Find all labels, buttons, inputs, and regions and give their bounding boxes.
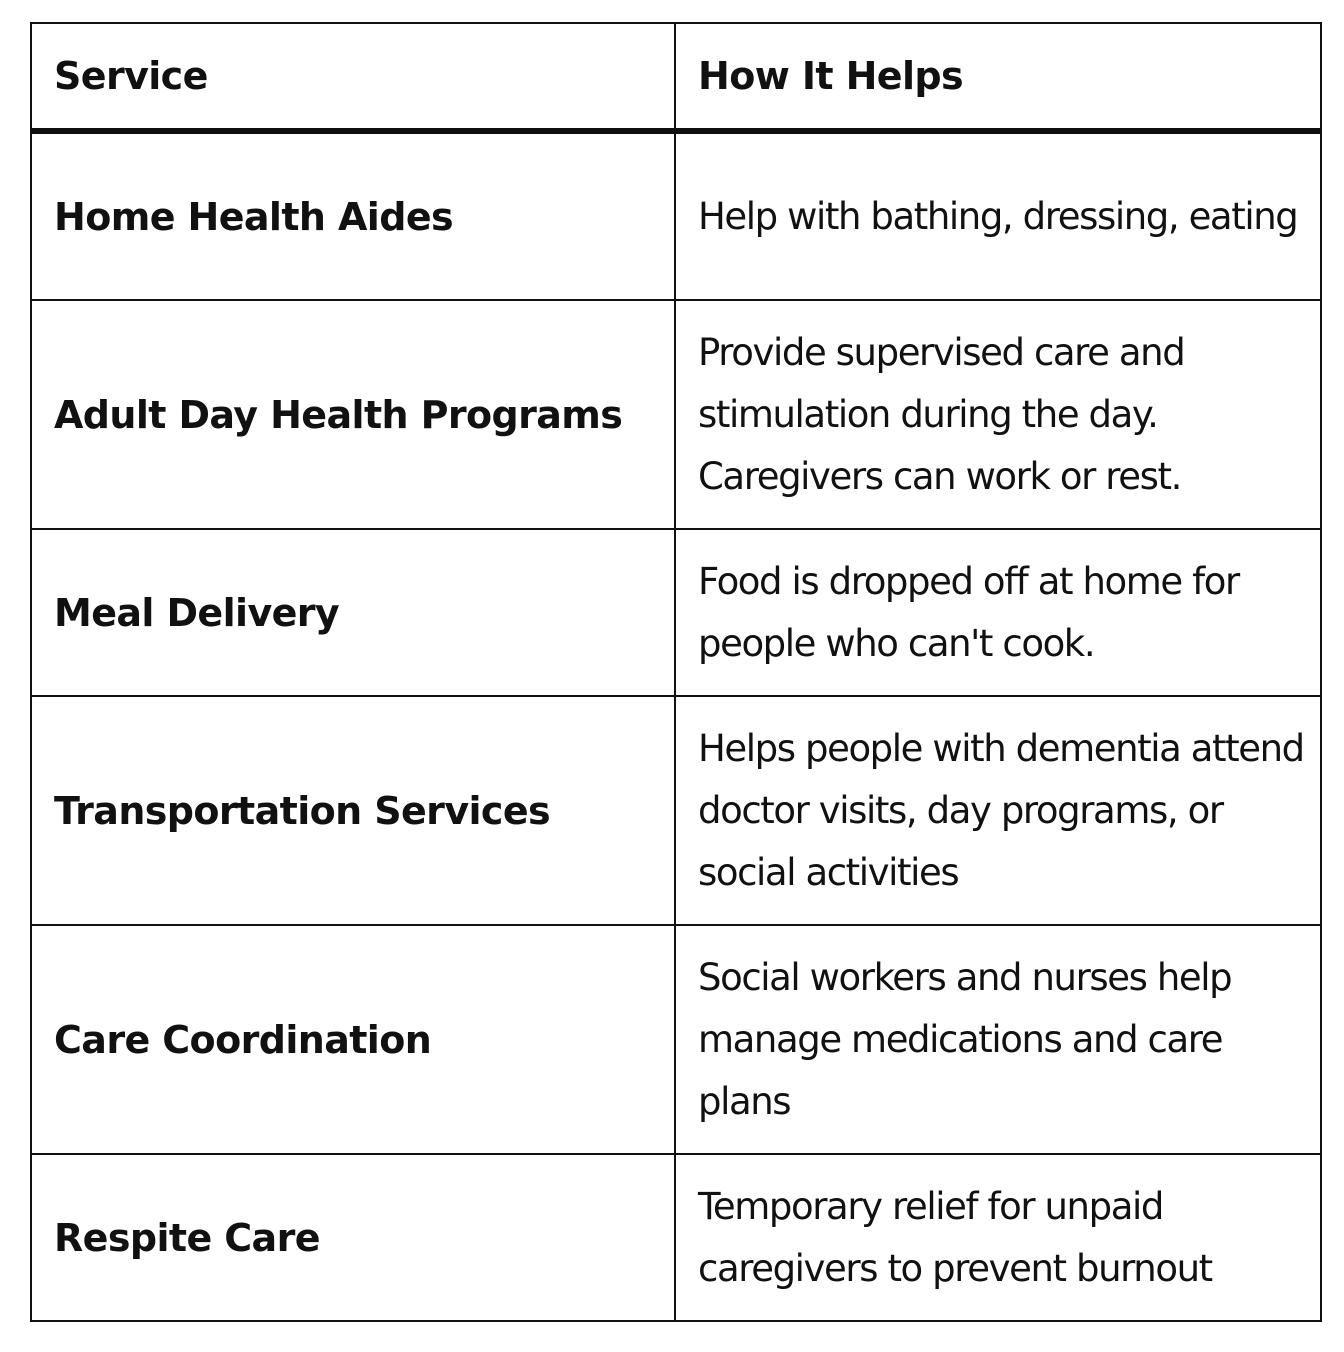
service-cell: Adult Day Health Programs [31, 300, 675, 529]
column-header-how-it-helps: How It Helps [675, 23, 1321, 131]
header-row [31, 23, 1321, 131]
how-it-helps-cell: Helps people with dementia attend doctor visits, day programs, or social activities [675, 696, 1321, 925]
column-header-service: Service [31, 23, 675, 131]
services-table-container [30, 22, 1320, 1322]
service-cell: Home Health Aides [31, 131, 675, 300]
how-it-helps-cell: Help with bathing, dressing, eating [675, 131, 1321, 300]
table-row [31, 1154, 1321, 1321]
service-cell: Care Coordination [31, 925, 675, 1154]
table-header [31, 23, 1321, 131]
how-it-helps-cell: Provide supervised care and stimulation during the day. Caregivers can work or rest. [675, 300, 1321, 529]
how-it-helps-cell: Social workers and nurses help manage medications and care plans [675, 925, 1321, 1154]
table-row [31, 131, 1321, 300]
service-cell: Respite Care [31, 1154, 675, 1321]
how-it-helps-cell: Temporary relief for unpaid caregivers to prevent burnout [675, 1154, 1321, 1321]
table-row [31, 696, 1321, 925]
how-it-helps-cell: Food is dropped off at home for people who can't cook. [675, 529, 1321, 696]
table-body [31, 131, 1321, 1321]
services-table [30, 22, 1322, 1322]
service-cell: Transportation Services [31, 696, 675, 925]
table-row [31, 925, 1321, 1154]
service-cell: Meal Delivery [31, 529, 675, 696]
table-row [31, 529, 1321, 696]
table-row [31, 300, 1321, 529]
